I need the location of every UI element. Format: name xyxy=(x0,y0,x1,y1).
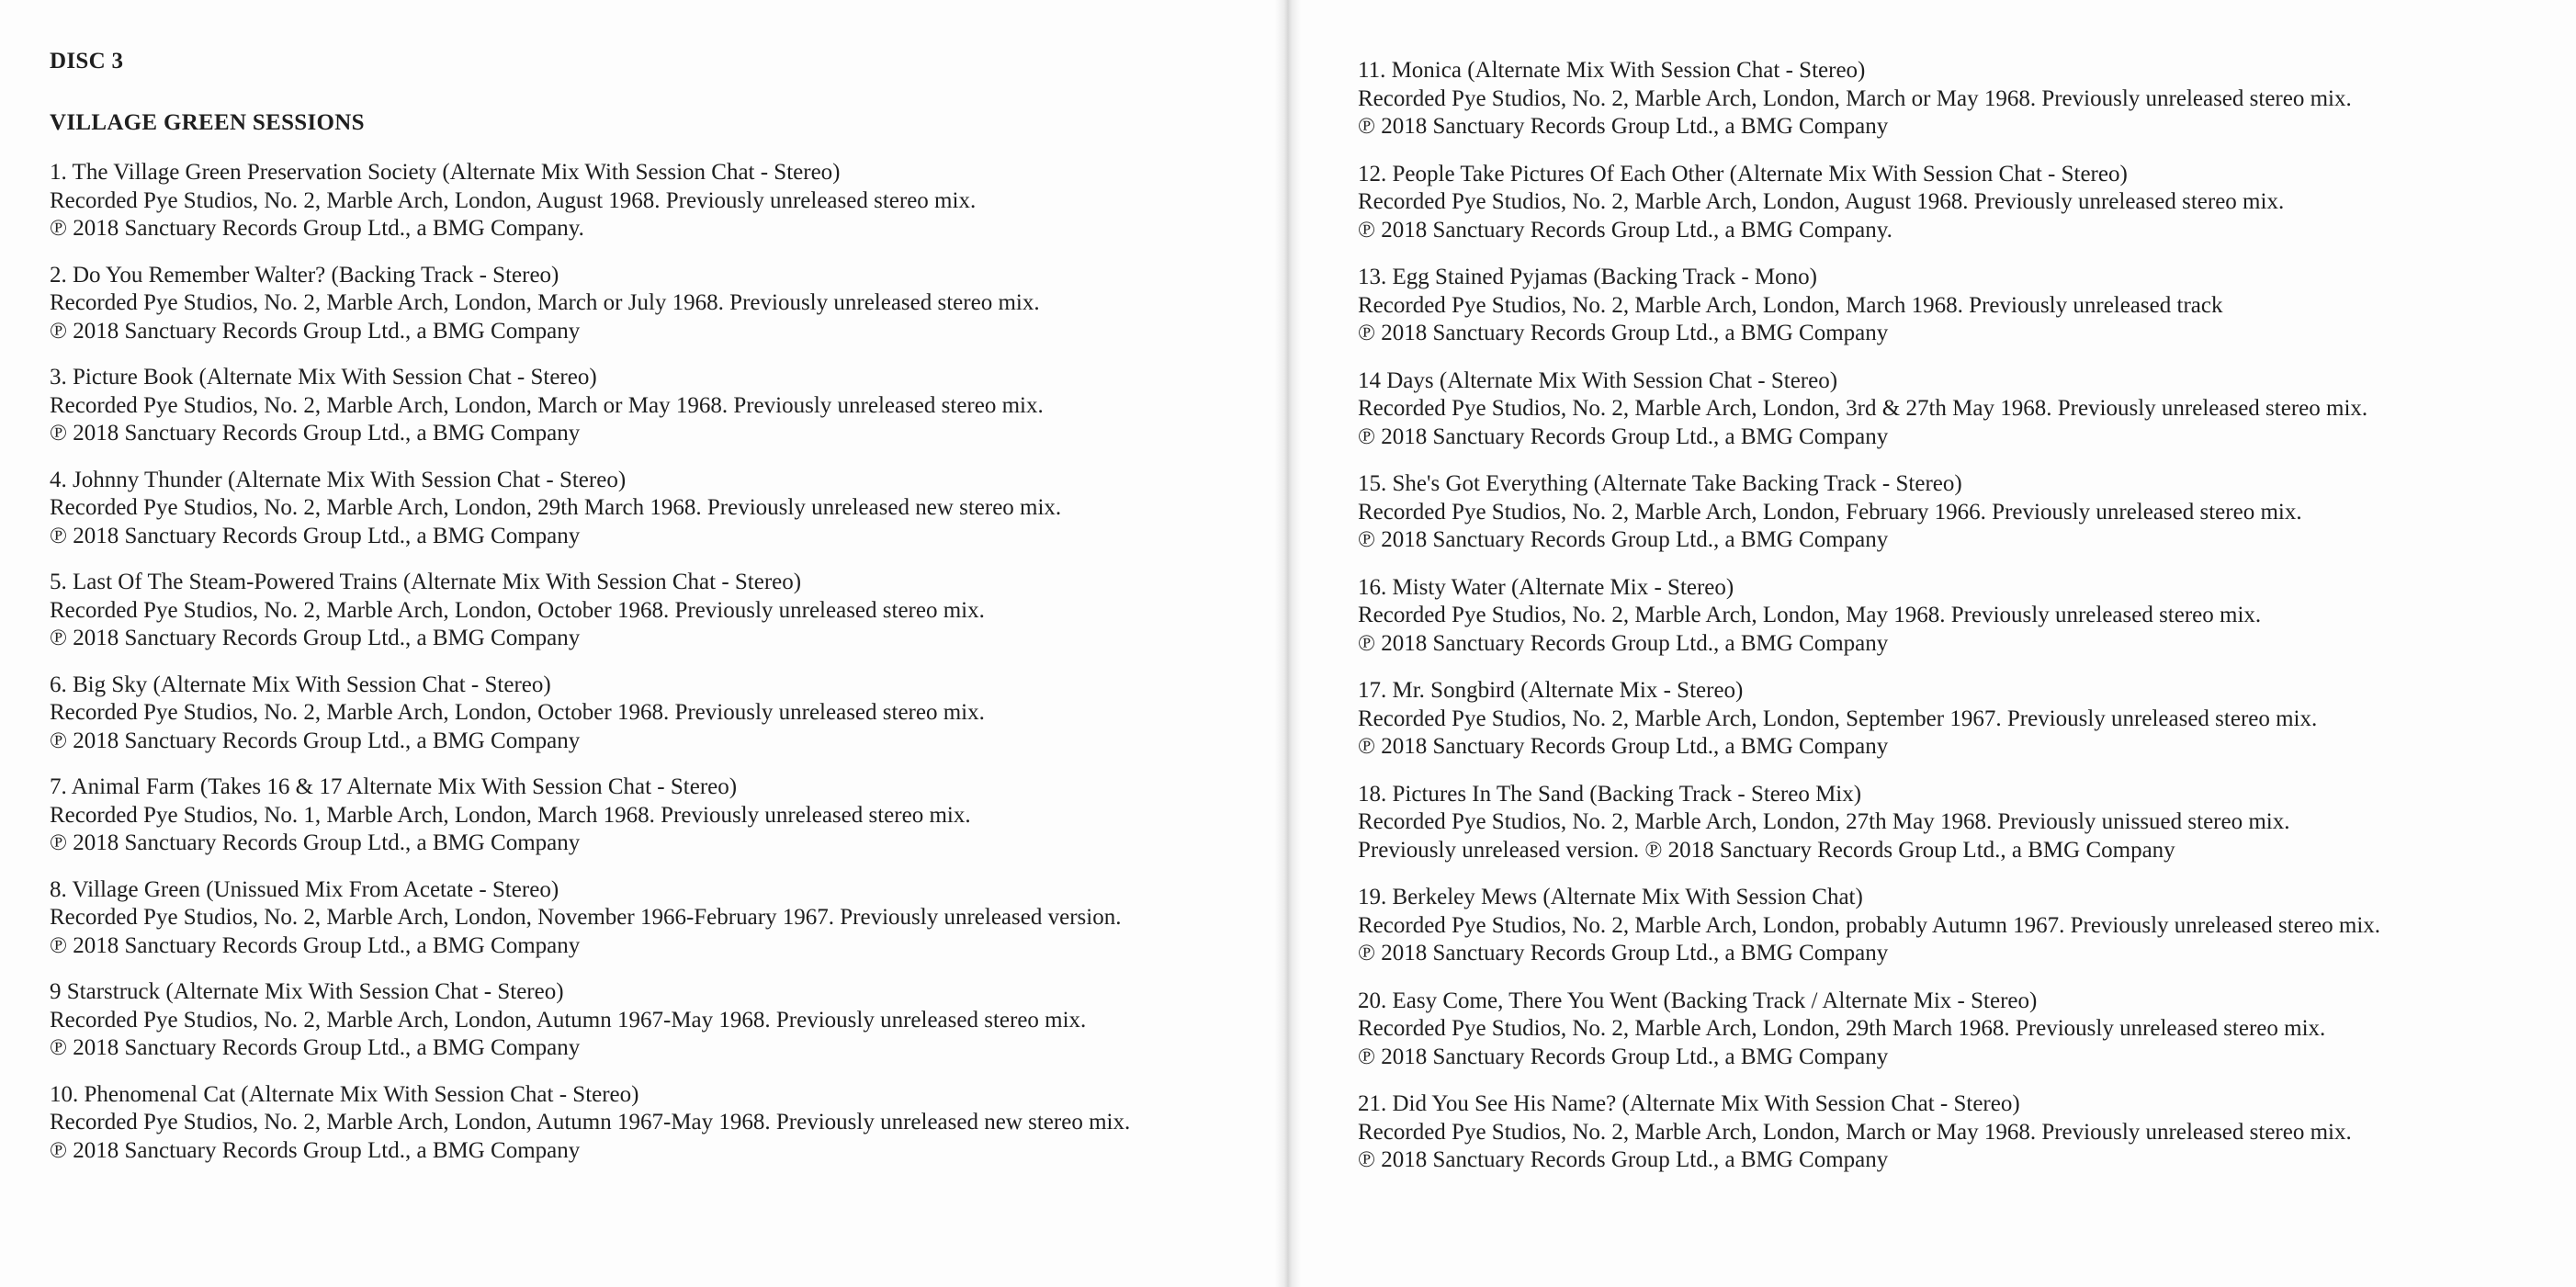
track-entry xyxy=(1358,781,2561,865)
track-entry xyxy=(1358,1090,2561,1175)
track-copyright: ℗ 2018 Sanctuary Records Group Ltd., a BMG Company xyxy=(1358,1044,1889,1069)
track-copyright: ℗ 2018 Sanctuary Records Group Ltd., a BMG Company xyxy=(1358,630,1889,656)
track-title: 4. Johnny Thunder (Alternate Mix With Session Chat - Stereo) xyxy=(50,467,627,492)
track-title: 9 Starstruck (Alternate Mix With Session Chat - Stereo) xyxy=(50,979,564,1004)
track-title: 18. Pictures In The Sand (Backing Track - Stereo Mix) xyxy=(1358,781,1862,807)
section-title: VILLAGE GREEN SESSIONS xyxy=(50,110,365,135)
track-title: 10. Phenomenal Cat (Alternate Mix With Session Chat - Stereo) xyxy=(50,1081,639,1107)
track-recording-info: Recorded Pye Studios, No. 2, Marble Arch, London, November 1966-February 1967. Previously unreleased version. xyxy=(50,905,1122,930)
track-title: 20. Easy Come, There You Went (Backing Track / Alternate Mix - Stereo) xyxy=(1358,988,2038,1013)
track-copyright: ℗ 2018 Sanctuary Records Group Ltd., a BMG Company. xyxy=(1358,217,1892,243)
track-copyright: ℗ 2018 Sanctuary Records Group Ltd., a BMG Company xyxy=(1358,114,1889,139)
track-copyright: ℗ 2018 Sanctuary Records Group Ltd., a BMG Company xyxy=(50,523,581,548)
track-entry xyxy=(1358,988,2561,1072)
track-recording-info: Recorded Pye Studios, No. 2, Marble Arch, London, Autumn 1967-May 1968. Previously unreleased stereo mix. xyxy=(50,1007,1087,1033)
track-recording-info: Recorded Pye Studios, No. 2, Marble Arch, London, 27th May 1968. Previously unissued stereo mix. xyxy=(1358,809,2290,834)
track-entry xyxy=(50,364,1262,448)
track-copyright: ℗ 2018 Sanctuary Records Group Ltd., a BMG Company xyxy=(1358,941,1889,965)
track-entry xyxy=(50,569,1262,653)
track-title: 5. Last Of The Steam-Powered Trains (Alternate Mix With Session Chat - Stereo) xyxy=(50,570,802,594)
track-recording-info: Recorded Pye Studios, No. 2, Marble Arch, London, probably Autumn 1967. Previously unreleased stereo mix. xyxy=(1358,912,2381,938)
track-entry xyxy=(50,262,1262,346)
track-recording-info: Recorded Pye Studios, No. 2, Marble Arch, London, August 1968. Previously unreleased stereo mix. xyxy=(50,187,977,213)
track-entry xyxy=(1358,264,2561,348)
track-entry xyxy=(50,467,1262,551)
track-title: 19. Berkeley Mews (Alternate Mix With Session Chat) xyxy=(1358,885,1863,909)
track-copyright: ℗ 2018 Sanctuary Records Group Ltd., a BMG Company xyxy=(50,1035,581,1060)
track-copyright: ℗ 2018 Sanctuary Records Group Ltd., a BMG Company xyxy=(50,421,581,446)
track-list-left xyxy=(50,159,1262,1165)
track-recording-info: Recorded Pye Studios, No. 2, Marble Arch, London, March or July 1968. Previously unreleased stereo mix. xyxy=(50,290,1040,315)
track-copyright: ℗ 2018 Sanctuary Records Group Ltd., a BMG Company xyxy=(50,318,581,344)
track-recording-info: Recorded Pye Studios, No. 2, Marble Arch, London, May 1968. Previously unreleased stereo mix. xyxy=(1358,603,2262,627)
track-recording-info: Recorded Pye Studios, No. 2, Marble Arch, London, August 1968. Previously unreleased stereo mix. xyxy=(1358,189,2285,214)
track-entry xyxy=(1358,574,2561,659)
track-recording-info: Recorded Pye Studios, No. 2, Marble Arch, London, 29th March 1968. Previously unreleased stereo mix. xyxy=(1358,1016,2326,1041)
track-recording-info: Recorded Pye Studios, No. 2, Marble Arch, London, September 1967. Previously unreleased stereo mix. xyxy=(1358,706,2318,731)
track-title: 12. People Take Pictures Of Each Other (Alternate Mix With Session Chat - Stereo) xyxy=(1358,161,2128,186)
disc-label: DISC 3 xyxy=(50,49,124,73)
track-entry xyxy=(50,159,1262,243)
track-entry xyxy=(1358,57,2561,141)
track-entry xyxy=(1358,470,2561,555)
track-recording-info: Recorded Pye Studios, No. 2, Marble Arch, London, 3rd & 27th May 1968. Previously unreleased stereo mix. xyxy=(1358,396,2368,421)
track-recording-info: Recorded Pye Studios, No. 2, Marble Arch, London, Autumn 1967-May 1968. Previously unreleased new stereo mix. xyxy=(50,1110,1131,1135)
track-recording-info: Recorded Pye Studios, No. 2, Marble Arch, London, 29th March 1968. Previously unreleased new stereo mix. xyxy=(50,495,1062,520)
track-copyright: ℗ 2018 Sanctuary Records Group Ltd., a BMG Company xyxy=(1358,423,1889,449)
track-entry xyxy=(50,1081,1262,1166)
track-copyright: ℗ 2018 Sanctuary Records Group Ltd., a BMG Company. xyxy=(50,216,584,241)
track-title: 17. Mr. Songbird (Alternate Mix - Stereo) xyxy=(1358,678,1744,703)
track-list-right xyxy=(1358,57,2561,1175)
track-entry xyxy=(50,773,1262,858)
track-copyright: ℗ 2018 Sanctuary Records Group Ltd., a BMG Company xyxy=(50,728,581,753)
track-copyright: ℗ 2018 Sanctuary Records Group Ltd., a BMG Company xyxy=(1358,527,1889,552)
track-copyright: ℗ 2018 Sanctuary Records Group Ltd., a BMG Company xyxy=(1358,1147,1889,1172)
track-copyright: ℗ 2018 Sanctuary Records Group Ltd., a BMG Company xyxy=(1358,321,1889,345)
track-entry xyxy=(1358,884,2561,968)
track-copyright: ℗ 2018 Sanctuary Records Group Ltd., a BMG Company xyxy=(50,830,581,855)
left-column xyxy=(50,46,1262,1183)
track-entry xyxy=(1358,677,2561,762)
track-title: 14 Days (Alternate Mix With Session Chat - Stereo) xyxy=(1358,367,1838,393)
track-copyright: Previously unreleased version. ℗ 2018 Sanctuary Records Group Ltd., a BMG Company xyxy=(1358,837,2175,863)
track-copyright: ℗ 2018 Sanctuary Records Group Ltd., a BMG Company xyxy=(50,626,581,650)
track-recording-info: Recorded Pye Studios, No. 2, Marble Arch, London, February 1966. Previously unreleased stereo mix. xyxy=(1358,499,2302,525)
track-recording-info: Recorded Pye Studios, No. 2, Marble Arch, London, March or May 1968. Previously unreleased stereo mix. xyxy=(50,392,1044,418)
track-title: 21. Did You See His Name? (Alternate Mix With Session Chat - Stereo) xyxy=(1358,1091,2020,1116)
page-gutter xyxy=(1275,0,1301,1287)
track-title: 2. Do You Remember Walter? (Backing Track - Stereo) xyxy=(50,262,559,288)
track-title: 3. Picture Book (Alternate Mix With Session Chat - Stereo) xyxy=(50,365,597,389)
track-recording-info: Recorded Pye Studios, No. 2, Marble Arch, London, March or May 1968. Previously unreleased stereo mix. xyxy=(1358,1119,2352,1145)
track-title: 8. Village Green (Unissued Mix From Acetate - Stereo) xyxy=(50,876,559,902)
track-recording-info: Recorded Pye Studios, No. 2, Marble Arch, London, March or May 1968. Previously unreleased stereo mix. xyxy=(1358,85,2352,111)
track-title: 11. Monica (Alternate Mix With Session Chat - Stereo) xyxy=(1358,58,1866,83)
track-entry xyxy=(50,876,1262,961)
track-recording-info: Recorded Pye Studios, No. 1, Marble Arch, London, March 1968. Previously unreleased stereo mix. xyxy=(50,802,971,828)
track-entry xyxy=(50,978,1262,1063)
track-entry xyxy=(1358,367,2561,452)
track-title: 15. She's Got Everything (Alternate Take Backing Track - Stereo) xyxy=(1358,471,1962,496)
track-recording-info: Recorded Pye Studios, No. 2, Marble Arch, London, October 1968. Previously unreleased stereo mix. xyxy=(50,597,985,623)
track-copyright: ℗ 2018 Sanctuary Records Group Ltd., a BMG Company xyxy=(1358,734,1889,759)
right-column xyxy=(1358,57,2561,1194)
track-entry xyxy=(50,672,1262,756)
track-recording-info: Recorded Pye Studios, No. 2, Marble Arch, London, March 1968. Previously unreleased track xyxy=(1358,292,2223,318)
track-title: 16. Misty Water (Alternate Mix - Stereo) xyxy=(1358,574,1734,600)
track-title: 13. Egg Stained Pyjamas (Backing Track - Mono) xyxy=(1358,265,1817,289)
track-title: 7. Animal Farm (Takes 16 & 17 Alternate Mix With Session Chat - Stereo) xyxy=(50,774,738,799)
track-recording-info: Recorded Pye Studios, No. 2, Marble Arch, London, October 1968. Previously unreleased stereo mix. xyxy=(50,700,985,725)
track-title: 1. The Village Green Preservation Society (Alternate Mix With Session Chat - Stereo) xyxy=(50,160,841,185)
track-copyright: ℗ 2018 Sanctuary Records Group Ltd., a BMG Company xyxy=(50,1137,581,1163)
track-title: 6. Big Sky (Alternate Mix With Session Chat - Stereo) xyxy=(50,672,551,697)
track-entry xyxy=(1358,161,2561,245)
track-copyright: ℗ 2018 Sanctuary Records Group Ltd., a BMG Company xyxy=(50,932,581,958)
